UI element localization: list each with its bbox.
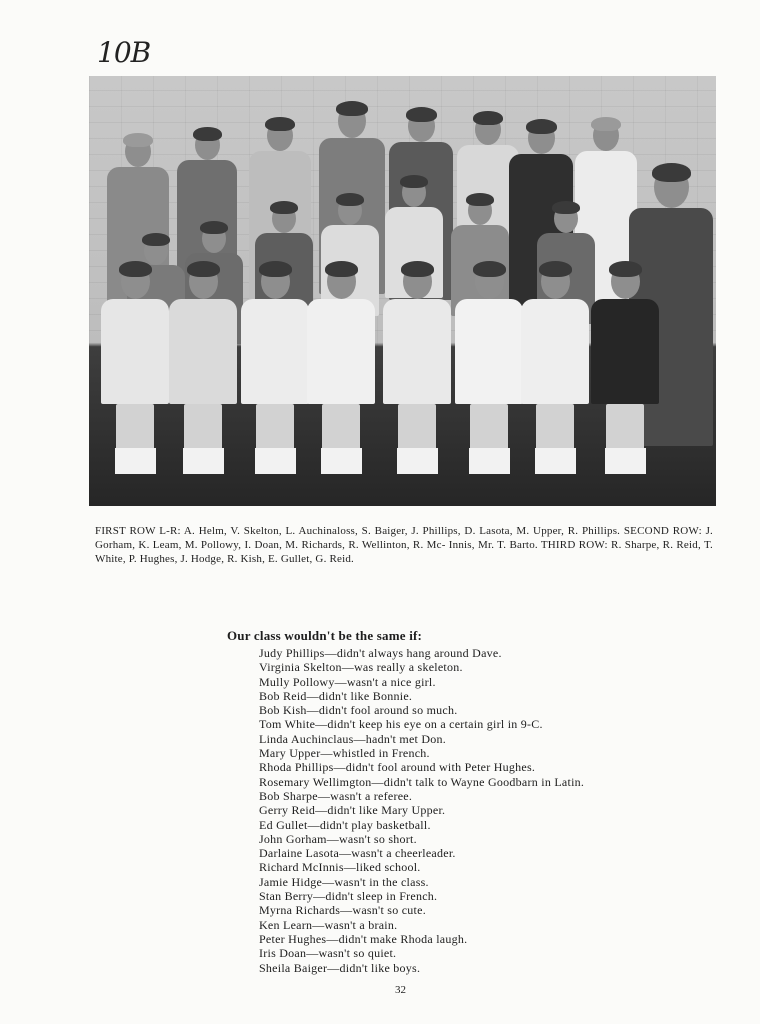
list-item: Mully Pollowy—wasn't a nice girl.	[259, 674, 436, 689]
photo-person	[521, 264, 589, 404]
list-item: Rosemary Wellimgton—didn't talk to Wayne Goodbarn in Latin.	[259, 774, 585, 789]
list-item: Ed Gullet—didn't play basketball.	[259, 817, 431, 832]
list-item: Darlaine Lasota—wasn't a cheerleader.	[259, 846, 456, 861]
list-item: Sheila Baiger—didn't like boys.	[259, 960, 421, 975]
list-item: Bob Sharpe—wasn't a referee.	[259, 788, 413, 803]
list-item: Ken Learn—wasn't a brain.	[259, 917, 398, 932]
list-item: Tom White—didn't keep his eye on a certain girl in 9-C.	[259, 717, 543, 732]
section-title: 10B	[97, 36, 151, 69]
photo-person	[241, 264, 309, 404]
list-item: Judy Phillips—didn't always hang around Dave.	[259, 646, 502, 660]
class-photo	[89, 76, 716, 506]
list-item: Gerry Reid—didn't like Mary Upper.	[259, 803, 446, 818]
photo-person	[383, 264, 451, 404]
list-item: Linda Auchinclaus—hadn't met Don.	[259, 731, 447, 746]
list-item: Rhoda Phillips—didn't fool around with Peter Hughes.	[259, 760, 536, 775]
photo-person	[455, 264, 523, 404]
photo-person	[169, 264, 237, 404]
list-item: Bob Kish—didn't fool around so much.	[259, 703, 458, 718]
list-item: Jamie Hidge—wasn't in the class.	[259, 874, 429, 889]
list-item: Myrna Richards—wasn't so cute.	[259, 903, 426, 918]
list-item: Richard McInnis—liked school.	[259, 860, 421, 875]
list-item: Iris Doan—wasn't so quiet.	[259, 946, 397, 961]
photo-person	[307, 264, 375, 404]
list-item: Peter Hughes—didn't make Rhoda laugh.	[259, 931, 468, 946]
list-item: Bob Reid—didn't like Bonnie.	[259, 688, 413, 703]
photo-caption: FIRST ROW L-R: A. Helm, V. Skelton, L. Auchinaloss, S. Baiger, J. Phillips, D. Lasota, M. Upper, R. Phillips. SECOND ROW: J. Gorham, K. Leam, M. Pollowy, I. Doan, M. Richards, R. Wellinton, R. Mc- Innis, Mr. T. Barto. THIRD ROW: R. Sharpe, R. Reid, T. White, P. Hughes, J. Hodge, R. Kish, E. Gullet, G. Reid.	[95, 525, 713, 565]
list-item: Virginia Skelton—was really a skeleton.	[259, 660, 463, 675]
list-item: Stan Berry—didn't sleep in French.	[259, 889, 438, 904]
list-item: Mary Upper—whistled in French.	[259, 746, 430, 761]
page-number: 32	[395, 984, 406, 996]
photo-person	[591, 264, 659, 404]
list-item: John Gorham—wasn't so short.	[259, 831, 417, 846]
list-heading: Our class wouldn't be the same if:	[227, 628, 423, 643]
quip-list	[259, 646, 584, 975]
photo-person	[101, 264, 169, 404]
